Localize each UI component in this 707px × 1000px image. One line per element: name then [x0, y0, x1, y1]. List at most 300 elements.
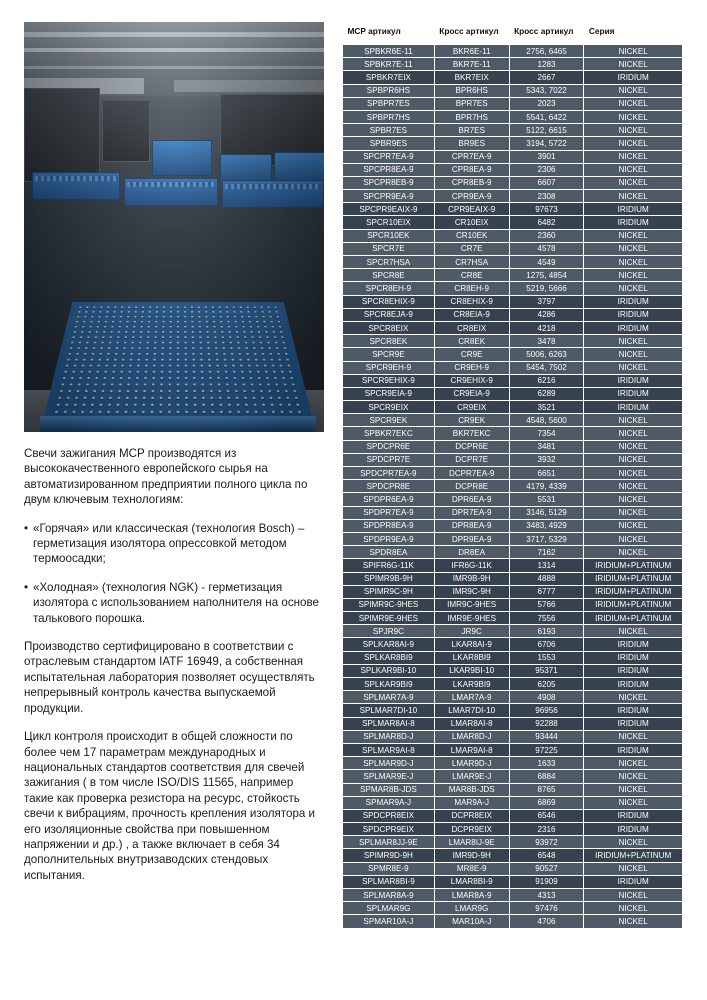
cell-cross-article-1: BR9ES — [434, 137, 509, 150]
cell-series: NICKEL — [584, 229, 683, 242]
list-item: • «Горячая» или классическая (технология Bosch) – герметизация изолятора опрессовкой методом термоосадки; — [24, 521, 324, 567]
cell-mcp-article: SPLMAR8A-9 — [343, 889, 435, 902]
cell-series: IRIDIUM — [584, 651, 683, 664]
column-header-cross-1: Кросс артикул — [434, 22, 509, 45]
table-row — [343, 730, 683, 743]
table-row — [343, 598, 683, 611]
paragraph-intro: Свечи зажигания MCP производятся из высококачественного европейского сырья на автоматизированном предприятии полного цикла по двум ключевым технологиям: — [24, 447, 308, 507]
cell-series: IRIDIUM+PLATINUM — [584, 559, 683, 572]
table-row — [343, 374, 683, 387]
cell-mcp-article: SPLMAR8D-J — [343, 730, 435, 743]
cell-cross-article-1: DPR6EA-9 — [434, 493, 509, 506]
cell-cross-article-2: 90527 — [509, 862, 584, 875]
table-row — [343, 862, 683, 875]
cell-series: IRIDIUM — [584, 823, 683, 836]
cell-cross-article-2: 3932 — [509, 453, 584, 466]
cell-cross-article-2: 7354 — [509, 427, 584, 440]
cell-cross-article-1: CPR9EA-9 — [434, 190, 509, 203]
list-item: • «Холодная» (технология NGK) - герметизация изолятора с использованием наполнителя на основе талькового порошка. — [24, 580, 324, 626]
cell-mcp-article: SPMAR10A-J — [343, 915, 435, 928]
table-row — [343, 71, 683, 84]
cell-cross-article-1: CR7E — [434, 242, 509, 255]
cell-cross-article-2: 3901 — [509, 150, 584, 163]
cell-series: NICKEL — [584, 730, 683, 743]
cell-series: NICKEL — [584, 453, 683, 466]
cell-cross-article-1: CPR9EAIX-9 — [434, 203, 509, 216]
cell-cross-article-2: 93972 — [509, 836, 584, 849]
table-row — [343, 256, 683, 269]
cell-mcp-article: SPCR7HSA — [343, 256, 435, 269]
cell-cross-article-2: 92288 — [509, 717, 584, 730]
table-row — [343, 889, 683, 902]
table-row — [343, 137, 683, 150]
cell-cross-article-2: 6651 — [509, 467, 584, 480]
cell-mcp-article: SPCPR9EAIX-9 — [343, 203, 435, 216]
cell-cross-article-1: LKAR8AI-9 — [434, 638, 509, 651]
cell-cross-article-2: 2756, 6465 — [509, 45, 584, 58]
cell-series: IRIDIUM — [584, 295, 683, 308]
cell-cross-article-2: 5541, 6422 — [509, 110, 584, 123]
cell-mcp-article: SPBPR6HS — [343, 84, 435, 97]
cell-cross-article-1: CR9EH-9 — [434, 361, 509, 374]
cell-cross-article-2: 1314 — [509, 559, 584, 572]
cell-mcp-article: SPDCPR7EA-9 — [343, 467, 435, 480]
table-row — [343, 427, 683, 440]
cell-cross-article-1: DCPR8E — [434, 480, 509, 493]
cell-cross-article-2: 5343, 7022 — [509, 84, 584, 97]
table-row — [343, 308, 683, 321]
cell-cross-article-1: DCPR7EA-9 — [434, 467, 509, 480]
table-row — [343, 321, 683, 334]
page-layout — [24, 22, 683, 929]
cell-series: NICKEL — [584, 427, 683, 440]
cell-cross-article-1: DPR9EA-9 — [434, 532, 509, 545]
cell-cross-article-2: 3521 — [509, 401, 584, 414]
cell-series: NICKEL — [584, 190, 683, 203]
cell-mcp-article: SPDCPR9EIX — [343, 823, 435, 836]
cell-cross-article-2: 2023 — [509, 97, 584, 110]
cell-cross-article-1: CR8EK — [434, 335, 509, 348]
cell-cross-article-1: CPR8EA-9 — [434, 163, 509, 176]
cell-series: IRIDIUM — [584, 664, 683, 677]
cell-series: NICKEL — [584, 348, 683, 361]
table-row — [343, 295, 683, 308]
cell-mcp-article: SPLKAR9BI9 — [343, 678, 435, 691]
cell-cross-article-1: LMAR8D-J — [434, 730, 509, 743]
cell-cross-article-2: 3194, 5722 — [509, 137, 584, 150]
table-row — [343, 387, 683, 400]
cell-mcp-article: SPLMAR7A-9 — [343, 691, 435, 704]
cell-cross-article-2: 5219, 5666 — [509, 282, 584, 295]
cell-cross-article-2: 1283 — [509, 58, 584, 71]
cell-cross-article-1: CR10EK — [434, 229, 509, 242]
cell-mcp-article: SPIMR9E-9HES — [343, 612, 435, 625]
cell-cross-article-2: 4286 — [509, 308, 584, 321]
cell-cross-article-2: 1275, 4854 — [509, 269, 584, 282]
cell-cross-article-2: 6884 — [509, 770, 584, 783]
cell-cross-article-1: LMAR8A-9 — [434, 889, 509, 902]
cell-mcp-article: SPLMAR7DI-10 — [343, 704, 435, 717]
cell-mcp-article: SPLKAR8BI9 — [343, 651, 435, 664]
cell-cross-article-1: LMAR9E-J — [434, 770, 509, 783]
cell-series: NICKEL — [584, 519, 683, 532]
cell-cross-article-1: IMR9C-9H — [434, 585, 509, 598]
cell-series: NICKEL — [584, 269, 683, 282]
table-row — [343, 664, 683, 677]
table-head — [343, 22, 683, 45]
cell-cross-article-1: CR8EH-9 — [434, 282, 509, 295]
cell-series: NICKEL — [584, 625, 683, 638]
left-text-block — [24, 446, 324, 883]
cell-cross-article-2: 5006, 6263 — [509, 348, 584, 361]
cell-series: IRIDIUM — [584, 717, 683, 730]
table-row — [343, 849, 683, 862]
cell-series: NICKEL — [584, 282, 683, 295]
table-row — [343, 585, 683, 598]
cell-cross-article-2: 4888 — [509, 572, 584, 585]
cell-cross-article-1: IFR6G-11K — [434, 559, 509, 572]
cell-cross-article-2: 3481 — [509, 440, 584, 453]
cell-mcp-article: SPLMAR8JJ-9E — [343, 836, 435, 849]
table-row — [343, 282, 683, 295]
cell-cross-article-1: CR9E — [434, 348, 509, 361]
cell-cross-article-1: LMAR8AI-8 — [434, 717, 509, 730]
cell-cross-article-1: MAR8B-JDS — [434, 783, 509, 796]
table-row — [343, 190, 683, 203]
cell-series: IRIDIUM+PLATINUM — [584, 572, 683, 585]
cell-cross-article-2: 6289 — [509, 387, 584, 400]
cell-mcp-article: SPCPR9EA-9 — [343, 190, 435, 203]
table-header-row — [343, 22, 683, 45]
cell-mcp-article: SPLKAR9BI-10 — [343, 664, 435, 677]
cell-cross-article-1: BPR6HS — [434, 84, 509, 97]
cell-cross-article-1: CR8E — [434, 269, 509, 282]
cell-series: NICKEL — [584, 757, 683, 770]
cell-series: IRIDIUM — [584, 71, 683, 84]
cell-mcp-article: SPCR8EHIX-9 — [343, 295, 435, 308]
cell-cross-article-1: CR7HSA — [434, 256, 509, 269]
table-row — [343, 809, 683, 822]
table-row — [343, 612, 683, 625]
cell-cross-article-2: 2306 — [509, 163, 584, 176]
cell-mcp-article: SPMAR8B-JDS — [343, 783, 435, 796]
cell-mcp-article: SPBKR6E-11 — [343, 45, 435, 58]
cell-cross-article-1: IMR9D-9H — [434, 849, 509, 862]
table-body — [343, 45, 683, 929]
cell-mcp-article: SPCR9EIX — [343, 401, 435, 414]
cell-series: NICKEL — [584, 889, 683, 902]
cell-cross-article-1: LMAR9G — [434, 902, 509, 915]
left-column — [24, 22, 324, 896]
cell-cross-article-2: 5531 — [509, 493, 584, 506]
cell-cross-article-1: CR9EHIX-9 — [434, 374, 509, 387]
cell-series: IRIDIUM — [584, 387, 683, 400]
cell-cross-article-1: LMAR8BI-9 — [434, 875, 509, 888]
cell-mcp-article: SPLMAR8AI-8 — [343, 717, 435, 730]
cell-cross-article-2: 97673 — [509, 203, 584, 216]
cell-cross-article-2: 3146, 5129 — [509, 506, 584, 519]
table-row — [343, 796, 683, 809]
cell-cross-article-1: DCPR7E — [434, 453, 509, 466]
cell-mcp-article: SPCR8EH-9 — [343, 282, 435, 295]
cell-cross-article-2: 6869 — [509, 796, 584, 809]
cell-mcp-article: SPIMR9C-9HES — [343, 598, 435, 611]
table-row — [343, 625, 683, 638]
cell-cross-article-2: 6706 — [509, 638, 584, 651]
cell-cross-article-1: LKAR8BI9 — [434, 651, 509, 664]
cell-mcp-article: SPLMAR8BI-9 — [343, 875, 435, 888]
cell-series: NICKEL — [584, 58, 683, 71]
cell-series: NICKEL — [584, 414, 683, 427]
cell-mcp-article: SPCR8E — [343, 269, 435, 282]
cell-cross-article-1: DPR8EA-9 — [434, 519, 509, 532]
table-row — [343, 770, 683, 783]
cell-cross-article-2: 3717, 5329 — [509, 532, 584, 545]
cell-series: NICKEL — [584, 124, 683, 137]
column-header-mcp: MCP артикул — [343, 22, 435, 45]
cell-series: NICKEL — [584, 546, 683, 559]
cell-series: IRIDIUM — [584, 678, 683, 691]
table-row — [343, 335, 683, 348]
cell-series: NICKEL — [584, 163, 683, 176]
cell-series: NICKEL — [584, 467, 683, 480]
table-row — [343, 150, 683, 163]
cell-cross-article-2: 4549 — [509, 256, 584, 269]
table-row — [343, 691, 683, 704]
cell-mcp-article: SPCR9EIA-9 — [343, 387, 435, 400]
factory-production-hall-photo — [24, 22, 324, 432]
cell-mcp-article: SPCR7E — [343, 242, 435, 255]
cell-mcp-article: SPBKR7EKC — [343, 427, 435, 440]
column-header-cross-2: Кросс артикул — [509, 22, 584, 45]
cell-cross-article-1: CPR8EB-9 — [434, 176, 509, 189]
table-row — [343, 216, 683, 229]
cell-cross-article-1: DCPR9EIX — [434, 823, 509, 836]
cell-series: NICKEL — [584, 770, 683, 783]
technology-list — [24, 521, 324, 626]
cell-cross-article-2: 6546 — [509, 809, 584, 822]
cell-cross-article-2: 5454, 7502 — [509, 361, 584, 374]
cell-cross-article-2: 4218 — [509, 321, 584, 334]
cell-mcp-article: SPIFR6G-11K — [343, 559, 435, 572]
cell-series: NICKEL — [584, 84, 683, 97]
cell-cross-article-2: 4179, 4339 — [509, 480, 584, 493]
cell-cross-article-1: DCPR6E — [434, 440, 509, 453]
cell-mcp-article: SPDCPR6E — [343, 440, 435, 453]
table-row — [343, 875, 683, 888]
cell-cross-article-2: 3797 — [509, 295, 584, 308]
table-row — [343, 532, 683, 545]
cell-cross-article-1: BPR7HS — [434, 110, 509, 123]
table-row — [343, 97, 683, 110]
cell-cross-article-2: 91909 — [509, 875, 584, 888]
cell-cross-article-1: LMAR8IJ-9E — [434, 836, 509, 849]
cell-series: NICKEL — [584, 915, 683, 928]
cell-mcp-article: SPLKAR8AI-9 — [343, 638, 435, 651]
cell-series: IRIDIUM — [584, 875, 683, 888]
cell-mcp-article: SPMR8E-9 — [343, 862, 435, 875]
table-row — [343, 361, 683, 374]
cell-cross-article-2: 3478 — [509, 335, 584, 348]
cell-series: IRIDIUM — [584, 308, 683, 321]
cell-cross-article-2: 5766 — [509, 598, 584, 611]
cell-series: NICKEL — [584, 783, 683, 796]
table-row — [343, 58, 683, 71]
cell-cross-article-2: 93444 — [509, 730, 584, 743]
cell-cross-article-1: CR10EIX — [434, 216, 509, 229]
cell-mcp-article: SPCR9E — [343, 348, 435, 361]
cell-cross-article-1: CR9EIX — [434, 401, 509, 414]
cell-cross-article-1: BPR7ES — [434, 97, 509, 110]
cell-cross-article-2: 6193 — [509, 625, 584, 638]
cell-cross-article-1: BKR7EIX — [434, 71, 509, 84]
cell-mcp-article: SPCR9EHIX-9 — [343, 374, 435, 387]
cell-series: IRIDIUM — [584, 704, 683, 717]
cell-mcp-article: SPIMR9D-9H — [343, 849, 435, 862]
cell-cross-article-2: 2316 — [509, 823, 584, 836]
cell-mcp-article: SPCR8EJA-9 — [343, 308, 435, 321]
cell-cross-article-1: CR9EK — [434, 414, 509, 427]
cell-series: NICKEL — [584, 335, 683, 348]
cell-series: IRIDIUM — [584, 203, 683, 216]
table-row — [343, 401, 683, 414]
cell-cross-article-2: 5122, 6615 — [509, 124, 584, 137]
cell-cross-article-1: MAR10A-J — [434, 915, 509, 928]
column-header-series: Серия — [584, 22, 683, 45]
cell-series: NICKEL — [584, 902, 683, 915]
table-row — [343, 84, 683, 97]
table-row — [343, 823, 683, 836]
cell-mcp-article: SPDR8EA — [343, 546, 435, 559]
cell-cross-article-1: BKR6E-11 — [434, 45, 509, 58]
cell-cross-article-2: 8765 — [509, 783, 584, 796]
cell-cross-article-2: 96956 — [509, 704, 584, 717]
cell-mcp-article: SPMAR9A-J — [343, 796, 435, 809]
cell-cross-article-2: 6777 — [509, 585, 584, 598]
cell-cross-article-2: 6205 — [509, 678, 584, 691]
cell-cross-article-1: LMAR9AI-8 — [434, 743, 509, 756]
cell-cross-article-1: CR9EIA-9 — [434, 387, 509, 400]
cell-cross-article-1: LMAR7A-9 — [434, 691, 509, 704]
table-row — [343, 124, 683, 137]
table-row — [343, 45, 683, 58]
cell-mcp-article: SPIMR9B-9H — [343, 572, 435, 585]
cell-cross-article-2: 7162 — [509, 546, 584, 559]
cell-series: IRIDIUM+PLATINUM — [584, 598, 683, 611]
cell-series: NICKEL — [584, 796, 683, 809]
cell-cross-article-1: IMR9B-9H — [434, 572, 509, 585]
cell-mcp-article: SPCPR8EA-9 — [343, 163, 435, 176]
table-row — [343, 110, 683, 123]
cross-reference-table — [342, 22, 683, 929]
cell-cross-article-1: LMAR9D-J — [434, 757, 509, 770]
cell-series: NICKEL — [584, 480, 683, 493]
cell-series: IRIDIUM — [584, 809, 683, 822]
cell-mcp-article: SPCR9EK — [343, 414, 435, 427]
cell-cross-article-1: DPR7EA-9 — [434, 506, 509, 519]
cell-series: NICKEL — [584, 137, 683, 150]
cell-cross-article-1: BKR7E-11 — [434, 58, 509, 71]
cell-cross-article-2: 97476 — [509, 902, 584, 915]
cell-cross-article-1: LKAR9BI9 — [434, 678, 509, 691]
cell-cross-article-1: DCPR8EIX — [434, 809, 509, 822]
table-row — [343, 467, 683, 480]
cell-mcp-article: SPDCPR8E — [343, 480, 435, 493]
cell-cross-article-1: JR9C — [434, 625, 509, 638]
paragraph-quality-control: Цикл контроля происходит в общей сложности по более чем 17 параметрам международных и национальных стандартов соответствия для свечей зажигания ( в том числе ISO/DIS 11565, например такие как проверка резистора на ресурс, стойкость свечи к вибрациям, прочность крепления изолятора и его изоляционные свойства при повышенном напряжении и др.) , а также включает в себя 34 дополнительных внутризаводских стендовых испытания. — [24, 730, 316, 882]
cell-mcp-article: SPBPR7ES — [343, 97, 435, 110]
cell-cross-article-2: 4548, 5600 — [509, 414, 584, 427]
cell-cross-article-2: 4908 — [509, 691, 584, 704]
cell-mcp-article: SPDPR6EA-9 — [343, 493, 435, 506]
table-row — [343, 678, 683, 691]
cell-cross-article-2: 4313 — [509, 889, 584, 902]
table-row — [343, 519, 683, 532]
cell-mcp-article: SPJR9C — [343, 625, 435, 638]
table-row — [343, 783, 683, 796]
cell-mcp-article: SPCR10EIX — [343, 216, 435, 229]
cell-series: IRIDIUM — [584, 321, 683, 334]
cell-cross-article-1: CR8EIA-9 — [434, 308, 509, 321]
cell-cross-article-2: 1553 — [509, 651, 584, 664]
cell-series: NICKEL — [584, 506, 683, 519]
cell-series: NICKEL — [584, 361, 683, 374]
cell-cross-article-2: 6216 — [509, 374, 584, 387]
cell-series: NICKEL — [584, 97, 683, 110]
cell-cross-article-2: 6548 — [509, 849, 584, 862]
cell-mcp-article: SPBKR7EIX — [343, 71, 435, 84]
cell-series: IRIDIUM+PLATINUM — [584, 612, 683, 625]
cell-series: IRIDIUM+PLATINUM — [584, 585, 683, 598]
cell-series: IRIDIUM — [584, 374, 683, 387]
cell-cross-article-1: CR8EHIX-9 — [434, 295, 509, 308]
cell-cross-article-2: 3483, 4929 — [509, 519, 584, 532]
cell-series: NICKEL — [584, 862, 683, 875]
paragraph-certification: Производство сертифицировано в соответствии с отраслевым стандартом IATF 16949, а собственная испытательная лаборатория позволяет осуществлять непрерывный контроль качества выпускаемой продукции. — [24, 640, 315, 715]
cell-series: IRIDIUM+PLATINUM — [584, 849, 683, 862]
cell-series: IRIDIUM — [584, 401, 683, 414]
table-row — [343, 440, 683, 453]
cell-mcp-article: SPLMAR9D-J — [343, 757, 435, 770]
cell-mcp-article: SPCPR8EB-9 — [343, 176, 435, 189]
cell-mcp-article: SPCPR7EA-9 — [343, 150, 435, 163]
right-column — [342, 22, 683, 929]
cell-series: NICKEL — [584, 110, 683, 123]
cell-series: NICKEL — [584, 45, 683, 58]
cell-cross-article-2: 2667 — [509, 71, 584, 84]
cell-series: NICKEL — [584, 256, 683, 269]
cell-series: NICKEL — [584, 493, 683, 506]
table-row — [343, 506, 683, 519]
table-row — [343, 480, 683, 493]
cell-mcp-article: SPLMAR9E-J — [343, 770, 435, 783]
cell-mcp-article: SPLMAR9G — [343, 902, 435, 915]
cell-cross-article-1: CR8EIX — [434, 321, 509, 334]
cell-mcp-article: SPLMAR9AI-8 — [343, 743, 435, 756]
cell-series: NICKEL — [584, 440, 683, 453]
table-row — [343, 902, 683, 915]
table-row — [343, 757, 683, 770]
cell-cross-article-2: 1633 — [509, 757, 584, 770]
table-row — [343, 242, 683, 255]
cell-mcp-article: SPDCPR8EIX — [343, 809, 435, 822]
cell-series: NICKEL — [584, 691, 683, 704]
cell-mcp-article: SPCR9EH-9 — [343, 361, 435, 374]
table-row — [343, 572, 683, 585]
table-row — [343, 203, 683, 216]
cell-cross-article-2: 95371 — [509, 664, 584, 677]
cell-series: NICKEL — [584, 836, 683, 849]
